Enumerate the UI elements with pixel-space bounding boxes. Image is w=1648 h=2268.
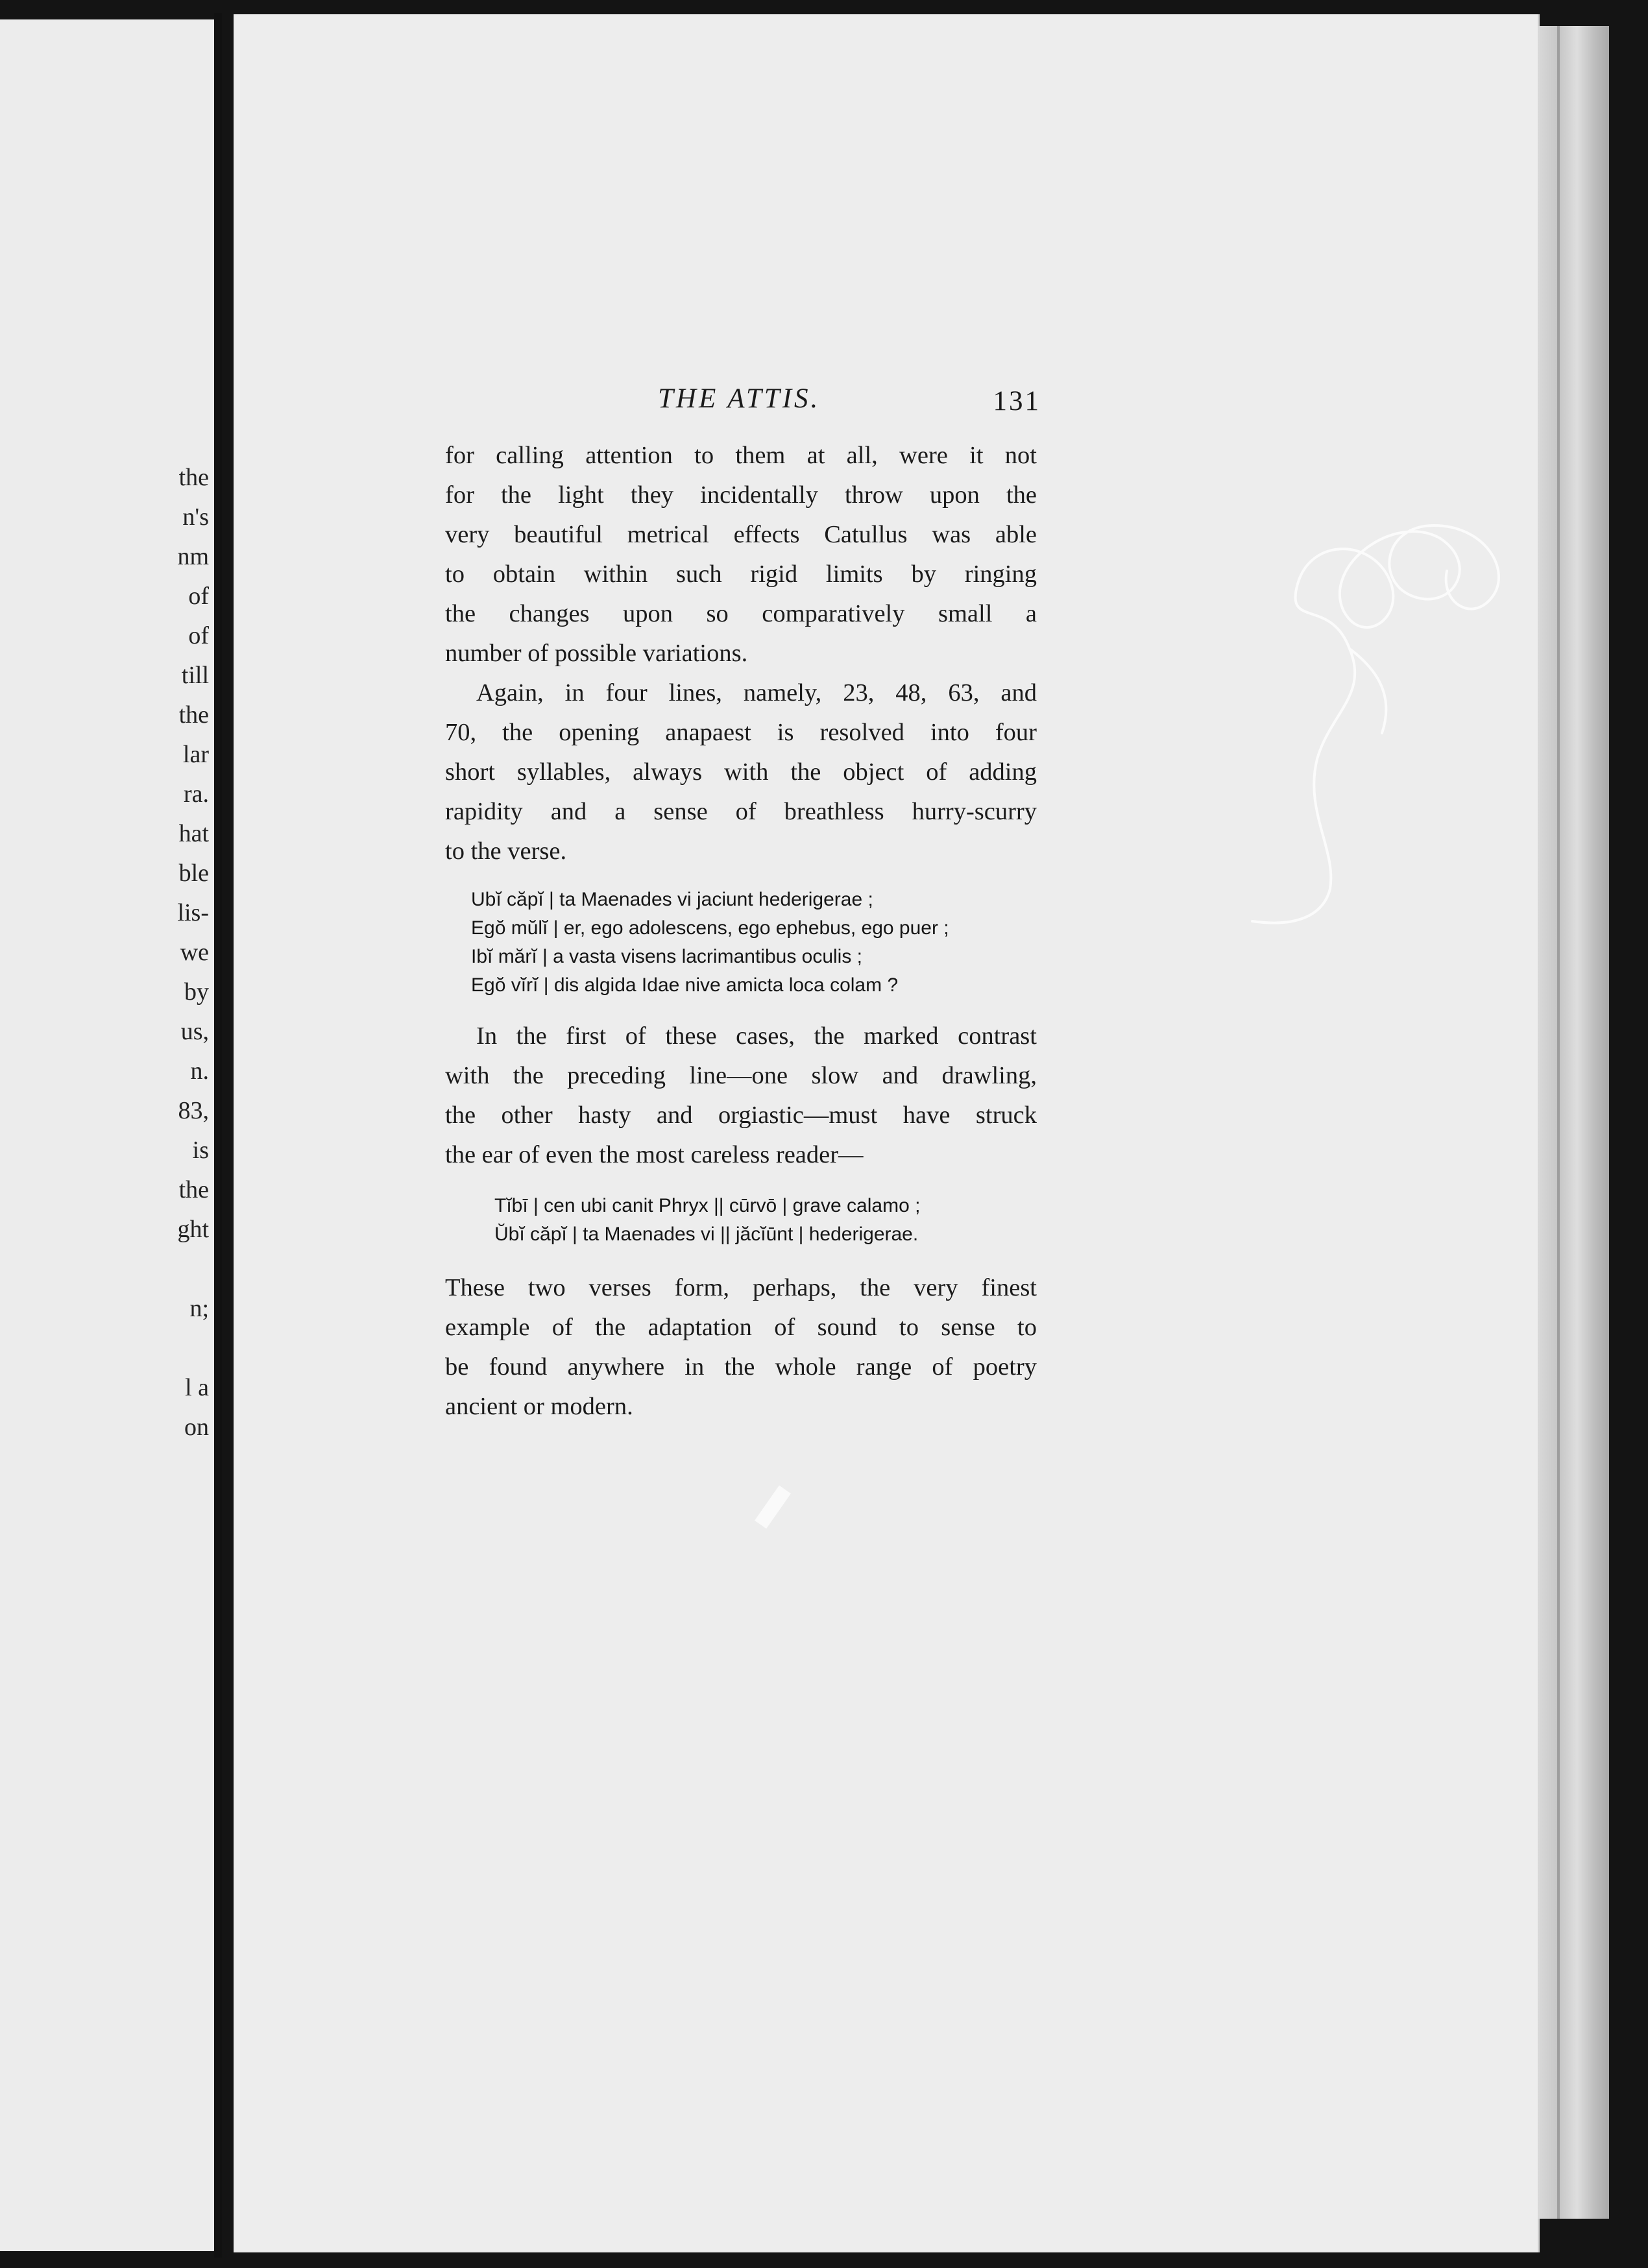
text-line: to the verse.: [445, 838, 567, 865]
page-edges: [1538, 26, 1609, 2219]
left-fragment: lar: [182, 741, 209, 768]
page-body: [445, 436, 1037, 1427]
verse-quotation-1: [471, 886, 1037, 1000]
running-header: [658, 383, 1041, 422]
page-number: 131: [993, 386, 1041, 416]
verse-line: Ubĭ căpĭ | ta Maenades vi jaciunt hederigerae ;: [471, 889, 873, 910]
left-fragment: by: [184, 978, 209, 1006]
paragraph-3: [445, 1017, 1037, 1175]
left-fragment: l a: [185, 1374, 209, 1401]
verse-line: Egŏ vĭrĭ | dis algida Idae nive amicta loca colam ?: [471, 974, 899, 996]
left-fragment: we: [180, 939, 209, 966]
left-fragment: n's: [182, 503, 209, 531]
text-line: for calling attention to them at all, were it not: [445, 442, 1037, 469]
book-gutter: [214, 13, 222, 2258]
text-line: to obtain within such rigid limits by ringing: [445, 561, 1037, 588]
verse-line: Tĭbī | cen ubi canit Phryx || cūrvō | grave calamo ;: [494, 1195, 921, 1216]
left-fragment: ble: [178, 860, 209, 887]
paragraph-2: [445, 673, 1037, 871]
verse-line: Ibĭ mărĭ | a vasta visens lacrimantibus oculis ;: [471, 946, 863, 967]
left-fragment: ght: [177, 1216, 209, 1243]
text-line: the changes upon so comparatively small a: [445, 600, 1037, 627]
left-fragment: hat: [178, 820, 209, 847]
left-fragment: the: [178, 464, 209, 491]
text-line: ancient or modern.: [445, 1393, 633, 1420]
text-line: short syllables, always with the object of adding: [445, 758, 1037, 786]
text-line: In the first of these cases, the marked contrast: [476, 1022, 1037, 1050]
left-fragment: us,: [180, 1018, 209, 1045]
left-fragment: the: [178, 701, 209, 729]
left-page-edge: [0, 19, 221, 2251]
left-fragment: ra.: [183, 780, 209, 808]
text-line: the other hasty and orgiastic—must have struck: [445, 1102, 1037, 1129]
verse-line: Egŏ mŭlĭ | er, ego adolescens, ego ephebus, ego puer ;: [471, 917, 949, 939]
left-fragment: of: [188, 583, 209, 610]
text-line: number of possible variations.: [445, 640, 748, 667]
paragraph-1: [445, 436, 1037, 673]
left-fragment: on: [184, 1414, 209, 1441]
paragraph-4: [445, 1268, 1037, 1427]
text-line: be found anywhere in the whole range of poetry: [445, 1353, 1037, 1381]
left-fragment: of: [188, 622, 209, 649]
verse-quotation-2: [494, 1192, 1037, 1249]
left-fragment: is: [192, 1137, 209, 1164]
left-fragment: [0, 1249, 209, 1289]
text-line: example of the adaptation of sound to sense to: [445, 1314, 1037, 1341]
left-fragment: lis-: [177, 899, 209, 926]
left-fragment: till: [181, 662, 209, 689]
left-fragment: n;: [189, 1295, 209, 1322]
left-fragment: 83,: [178, 1097, 209, 1124]
left-fragment: the: [178, 1176, 209, 1203]
text-line: Again, in four lines, namely, 23, 48, 63, and: [476, 679, 1037, 706]
text-line: 70, the opening anapaest is resolved into four: [445, 719, 1037, 746]
text-line: with the preceding line—one slow and drawling,: [445, 1062, 1037, 1089]
running-title: THE ATTIS.: [658, 383, 821, 414]
left-page-fragments: [0, 458, 221, 1447]
text-line: for the light they incidentally throw upon the: [445, 481, 1037, 509]
text-line: very beautiful metrical effects Catullus was able: [445, 521, 1037, 548]
text-line: rapidity and a sense of breathless hurry-scurry: [445, 798, 1037, 825]
text-line: the ear of even the most careless reader—: [445, 1141, 864, 1168]
left-fragment: nm: [177, 543, 209, 570]
text-line: These two verses form, perhaps, the very finest: [445, 1274, 1037, 1301]
left-fragment: n.: [190, 1057, 209, 1085]
verse-line: Ŭbĭ căpĭ | ta Maenades vi || jăcĭūnt | hederigerae.: [494, 1224, 919, 1245]
stray-thread-mark: [1246, 500, 1570, 941]
left-fragment: [0, 1329, 209, 1368]
